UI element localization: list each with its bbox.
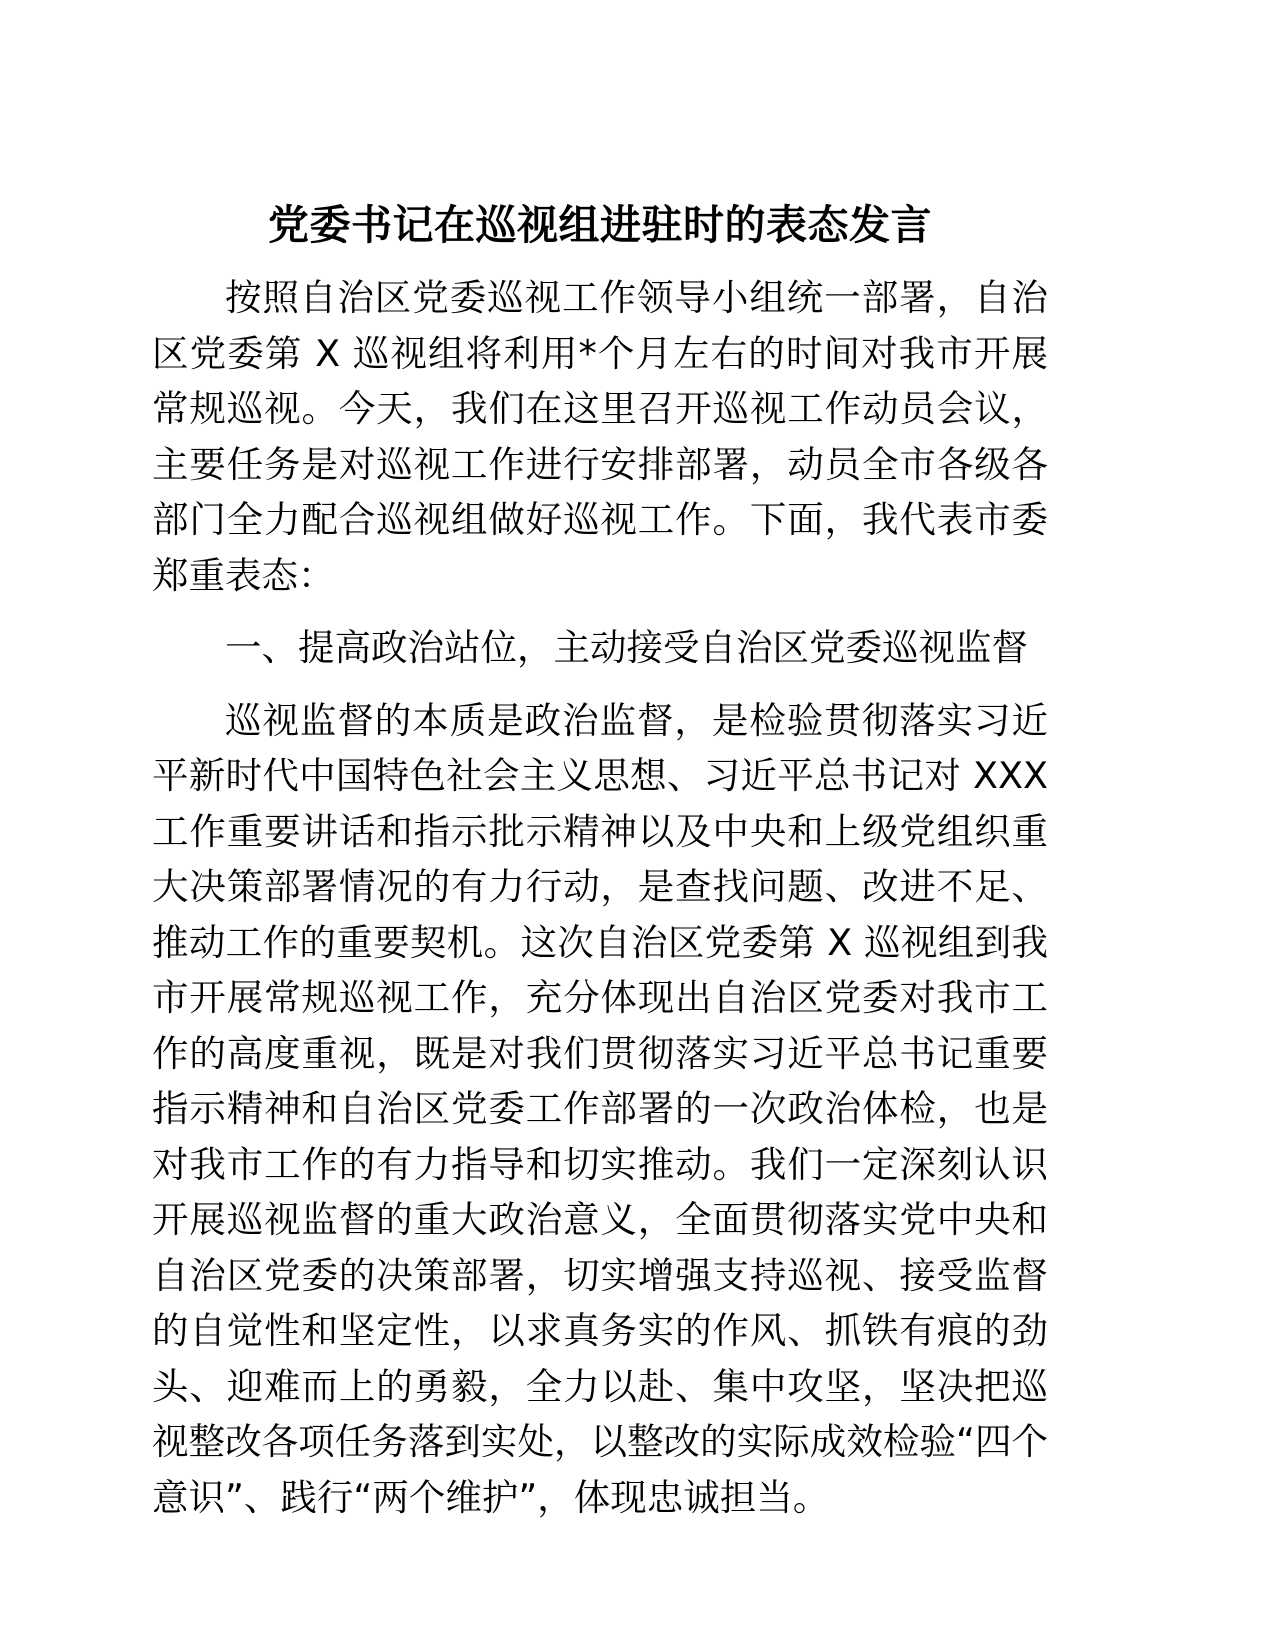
section-1-body-paragraph: 巡视监督的本质是政治监督，是检验贯彻落实习近平新时代中国特色社会主义思想、习近平总书记对 XXX 工作重要讲话和指示批示精神以及中央和上级党组织重大决策部署情况的有力行动，是查找问题、改进不足、推动工作的重要契机。这次自治区党委第 X 巡视组到我市开展常规巡视工作，充分体现出自治区党委对我市工作的高度重视，既是对我们贯彻落实习近平总书记重要指示精神和自治区党委工作部署的一次政治体检，也是对我市工作的有力指导和切实推动。我们一定深刻认识开展巡视监督的重大政治意义，全面贯彻落实党中央和自治区党委的决策部署，切实增强支持巡视、接受监督的自觉性和坚定性，以求真务实的作风、抓铁有痕的劲头、迎难而上的勇毅，全力以赴、集中攻坚，坚决把巡视整改各项任务落到实处，以整改的实际成效检验“四个意识”、践行“两个维护”，体现忠诚担当。 [152,698,1048,1519]
intro-paragraph: 按照自治区党委巡视工作领导小组统一部署，自治区党委第 X 巡视组将利用*个月左右的时间对我市开展常规巡视。今天，我们在这里召开巡视工作动员会议，主要任务是对巡视工作进行安排部署，动员全市各级各部门全力配合巡视组做好巡视工作。下面，我代表市委郑重表态： [152,276,1048,597]
section-heading-1: 一、提高政治站位，主动接受自治区党委巡视监督 [225,626,1028,670]
document-content [152,0,1048,1525]
page-title: 党委书记在巡视组进驻时的表态发言 [268,201,932,249]
